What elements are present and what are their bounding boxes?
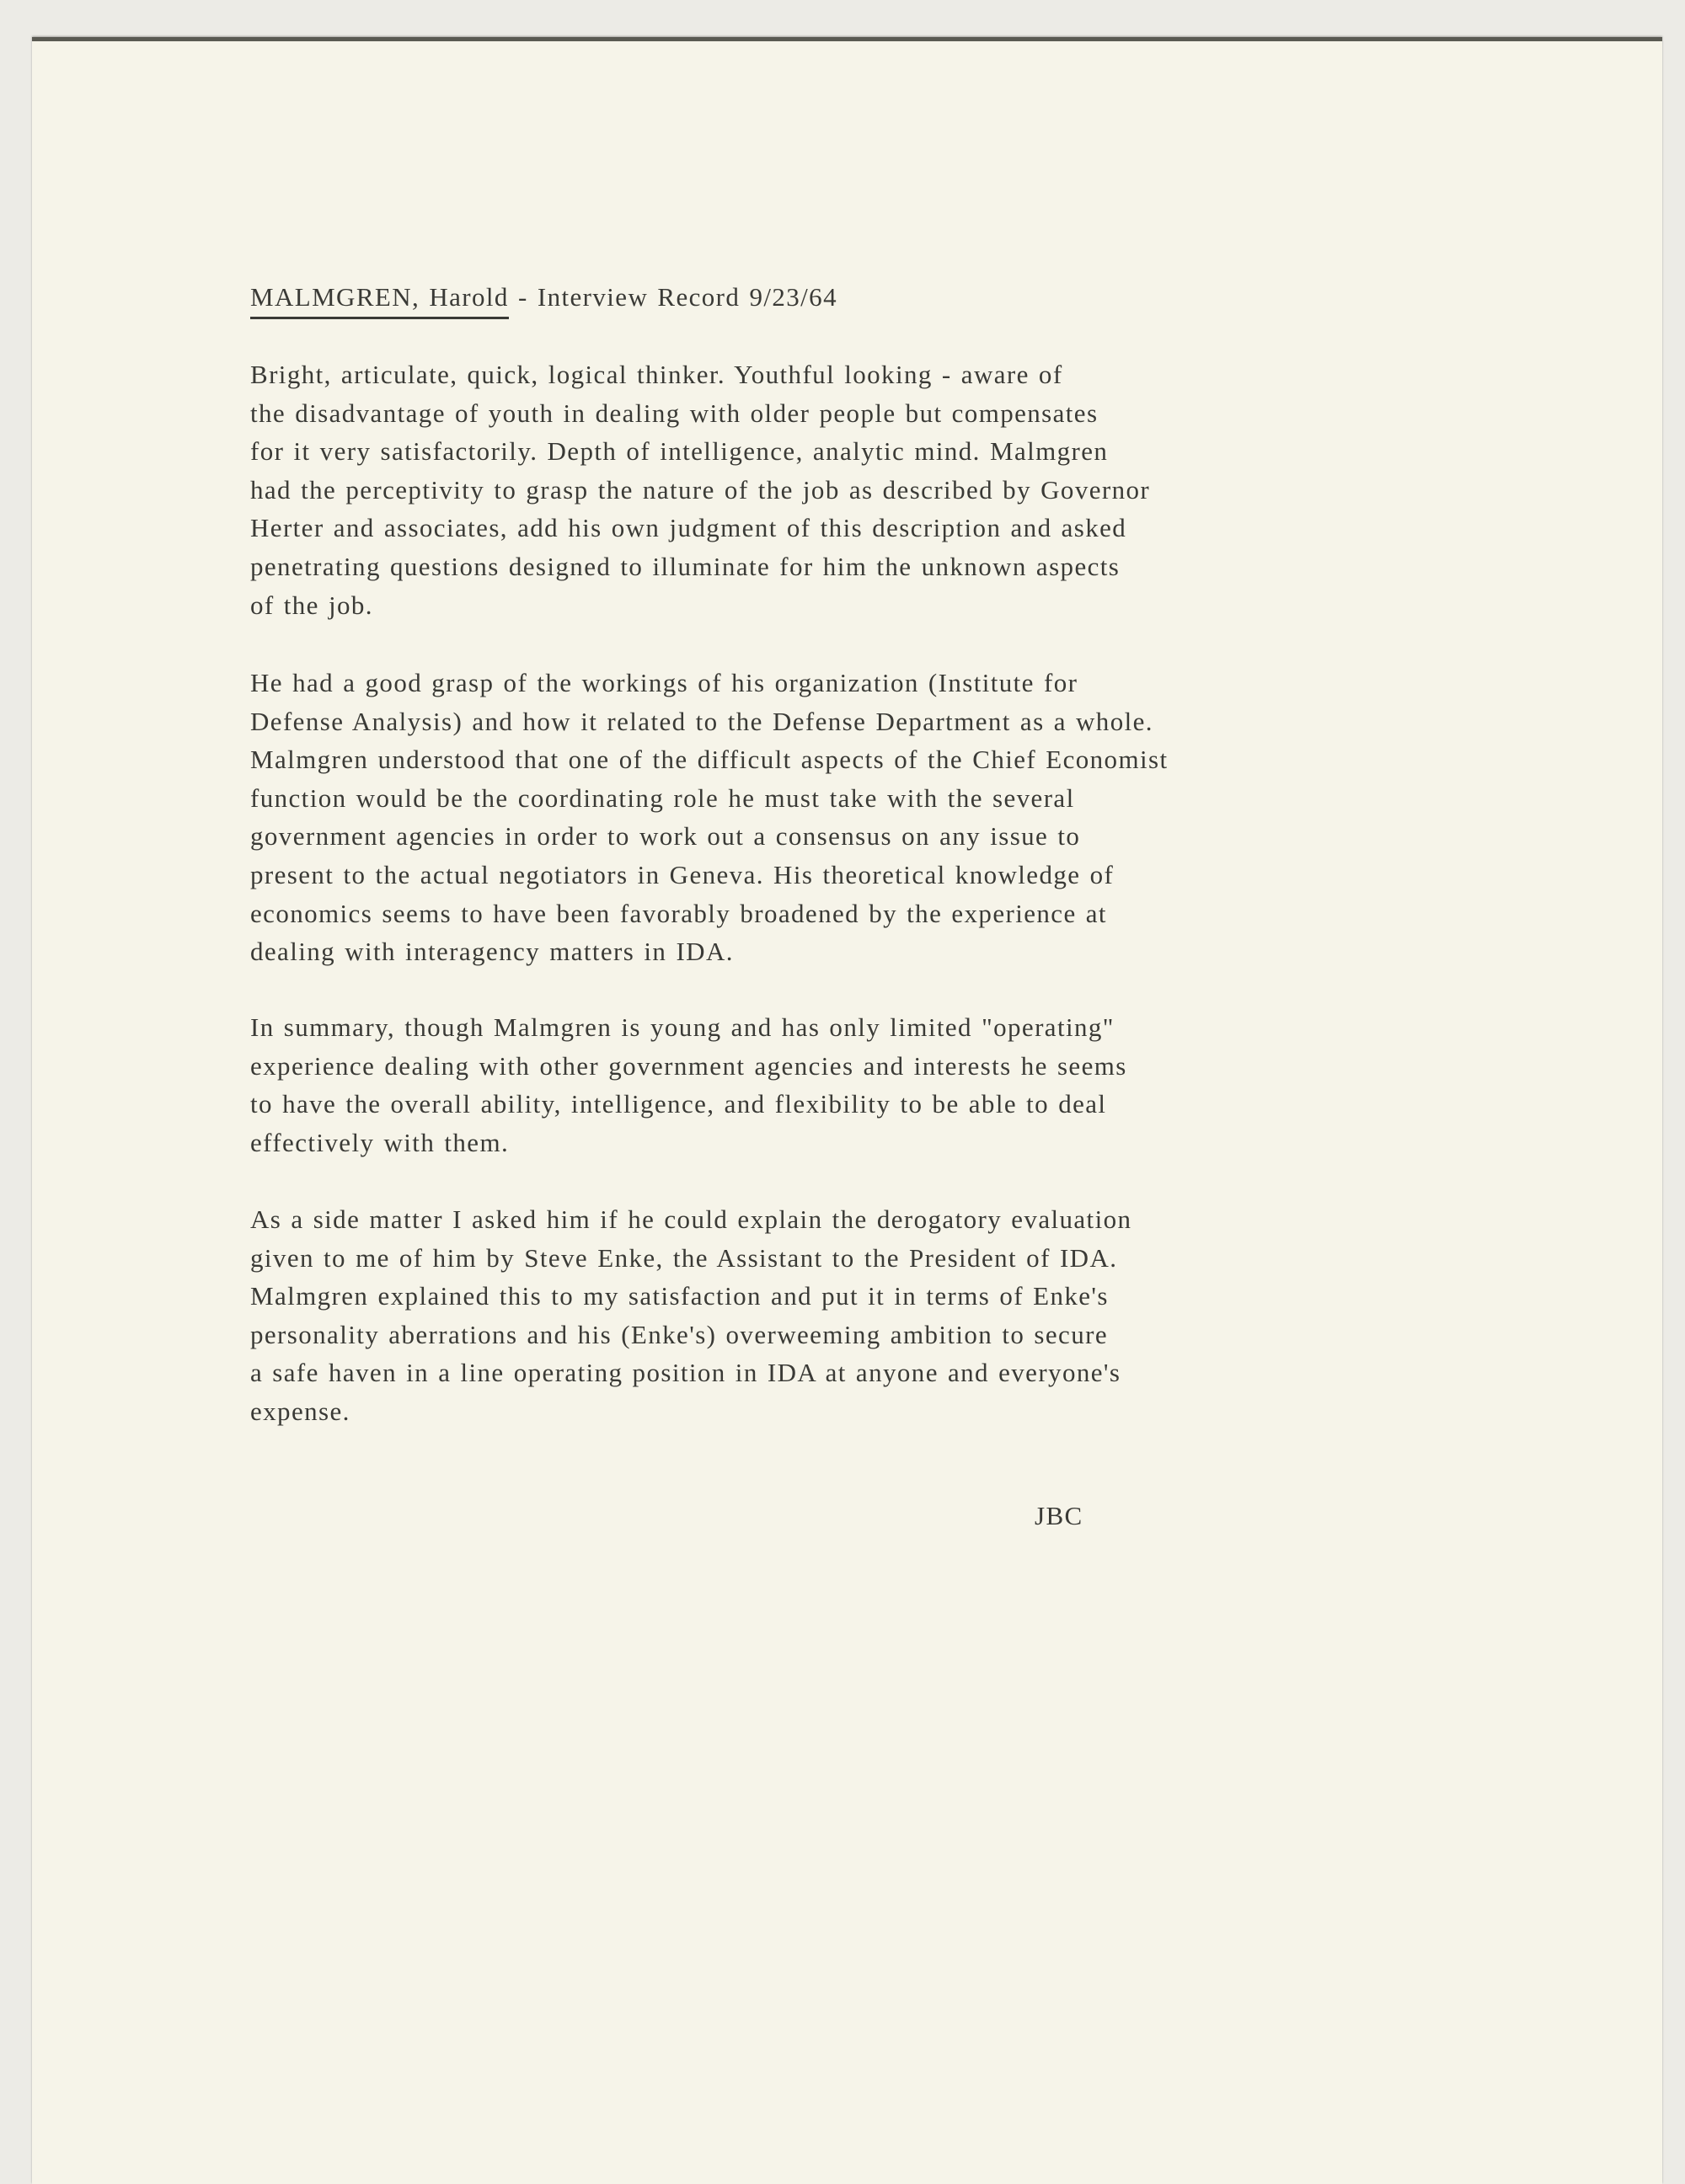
heading-name: MALMGREN, Harold xyxy=(250,282,509,319)
text-line: experience dealing with other government agencies and interests he seems xyxy=(250,1050,1127,1081)
text-line: In summary, though Malmgren is young and has only limited "operating" xyxy=(250,1012,1115,1042)
paragraph-4 xyxy=(250,1200,1131,1431)
text-line: personality aberrations and his (Enke's) overweeming ambition to secure xyxy=(250,1319,1108,1349)
text-line: present to the actual negotiators in Geneva. His theoretical knowledge of xyxy=(250,859,1115,889)
text-line: dealing with interagency matters in IDA. xyxy=(250,937,734,967)
text-line: for it very satisfactorily. Depth of intelligence, analytic mind. Malmgren xyxy=(250,436,1109,467)
text-line: the disadvantage of youth in dealing with older people but compensates xyxy=(250,398,1099,428)
heading-title: - Interview Record 9/23/64 xyxy=(508,282,837,312)
paragraph-2 xyxy=(250,664,1168,971)
text-line: had the perceptivity to grasp the nature of the job as described by Governor xyxy=(250,474,1151,505)
text-line: He had a good grasp of the workings of his organization (Institute for xyxy=(250,668,1078,697)
text-line: penetrating questions designed to illuminate for him the unknown aspects xyxy=(250,551,1121,581)
text-line: function would be the coordinating role he must take with the several xyxy=(250,782,1075,813)
text-line: economics seems to have been favorably broadened by the experience at xyxy=(250,898,1107,928)
text-line: As a side matter I asked him if he could explain the derogatory evaluation xyxy=(250,1204,1132,1234)
text-line: Herter and associates, add his own judgment of this description and asked xyxy=(250,513,1127,543)
paragraph-3 xyxy=(250,1008,1127,1161)
text-line: Malmgren explained this to my satisfaction and put it in terms of Enke's xyxy=(250,1281,1109,1311)
text-line: Bright, articulate, quick, logical thinker. Youthful looking - aware of xyxy=(250,360,1063,389)
paragraph-1 xyxy=(250,355,1150,624)
text-line: a safe haven in a line operating position in IDA at anyone and everyone's xyxy=(250,1358,1121,1388)
text-line: government agencies in order to work out a consensus on any issue to xyxy=(250,821,1081,852)
document-heading xyxy=(250,278,837,316)
text-line: of the job. xyxy=(250,590,373,620)
text-line: effectively with them. xyxy=(250,1127,510,1157)
text-line: expense. xyxy=(250,1396,350,1426)
text-line: to have the overall ability, intelligence, and flexibility to be able to deal xyxy=(250,1089,1107,1119)
text-line: Defense Analysis) and how it related to the Defense Department as a whole. xyxy=(250,706,1153,736)
text-line: Malmgren understood that one of the difficult aspects of the Chief Economist xyxy=(250,745,1169,775)
text-line: given to me of him by Steve Enke, the Assistant to the President of IDA. xyxy=(250,1242,1118,1273)
signature-initials: JBC xyxy=(1035,1501,1083,1530)
